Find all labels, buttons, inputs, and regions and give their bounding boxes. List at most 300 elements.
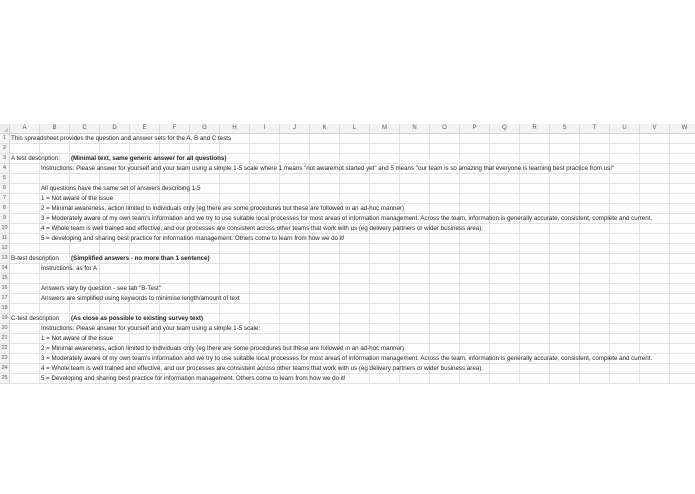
gridline xyxy=(549,134,550,143)
gridline xyxy=(459,284,460,293)
gridline xyxy=(609,174,610,183)
column-header-b[interactable]: B xyxy=(40,124,70,133)
gridline xyxy=(639,264,640,273)
row-header[interactable]: 4 xyxy=(0,164,10,173)
gridline xyxy=(489,144,490,153)
gridline xyxy=(549,274,550,283)
cell-b[interactable]: 2 = Minimal awareness, action limited to individuals only (eg there are some procedures but these are followed in an ad-hoc manner) xyxy=(41,205,405,212)
gridline xyxy=(39,294,40,303)
gridline xyxy=(459,194,460,203)
gridline xyxy=(489,334,490,343)
gridline xyxy=(489,134,490,143)
gridline xyxy=(459,144,460,153)
column-header-l[interactable]: L xyxy=(340,124,370,133)
gridline xyxy=(309,244,310,253)
gridline xyxy=(249,334,250,343)
column-header-n[interactable]: N xyxy=(400,124,430,133)
gridline xyxy=(669,364,670,373)
gridline xyxy=(249,284,250,293)
column-header-k[interactable]: K xyxy=(310,124,340,133)
gridline xyxy=(579,134,580,143)
gridline xyxy=(399,374,400,383)
table-row xyxy=(0,344,695,354)
row-header[interactable]: 5 xyxy=(0,174,10,183)
gridline xyxy=(249,194,250,203)
cell-a[interactable]: C-test description xyxy=(11,315,60,322)
gridline xyxy=(309,254,310,263)
gridline xyxy=(519,344,520,353)
gridline xyxy=(39,374,40,383)
gridline xyxy=(309,144,310,153)
gridline xyxy=(669,304,670,313)
gridline xyxy=(309,324,310,333)
cell-c-bold-note[interactable]: (Minimal text, same generic answer for all questions) xyxy=(71,155,227,162)
gridline xyxy=(69,174,70,183)
row-header[interactable]: 21 xyxy=(0,334,10,343)
gridline xyxy=(639,204,640,213)
table-row xyxy=(0,194,695,204)
gridline xyxy=(279,284,280,293)
gridline xyxy=(489,364,490,373)
gridline xyxy=(309,264,310,273)
table-row xyxy=(0,354,695,364)
gridline xyxy=(399,324,400,333)
gridline xyxy=(579,204,580,213)
column-header-r[interactable]: R xyxy=(520,124,550,133)
gridline xyxy=(369,154,370,163)
row-header[interactable]: 7 xyxy=(0,194,10,203)
gridline xyxy=(579,274,580,283)
table-row xyxy=(0,204,695,214)
gridline xyxy=(639,284,640,293)
gridline xyxy=(669,314,670,323)
gridline xyxy=(99,264,100,273)
gridline xyxy=(189,194,190,203)
gridline xyxy=(399,304,400,313)
gridline xyxy=(639,144,640,153)
cell-b[interactable]: Instructions: as for A xyxy=(41,265,98,272)
column-header-i[interactable]: I xyxy=(250,124,280,133)
cell-b[interactable]: 4 = Whole team is well trained and effective, and our processes are consistent across other teams that work with us (eg delivery partners or wider business area). xyxy=(41,365,483,372)
gridline xyxy=(339,154,340,163)
gridline xyxy=(579,174,580,183)
gridline xyxy=(519,254,520,263)
gridline xyxy=(219,184,220,193)
gridline xyxy=(369,274,370,283)
gridline xyxy=(489,234,490,243)
cell-b[interactable]: 5 = Developing and sharing best practice for information management. Others come to learn from how we do it! xyxy=(41,375,346,382)
table-row xyxy=(0,374,695,384)
gridline xyxy=(69,314,70,323)
gridline xyxy=(189,334,190,343)
gridline xyxy=(489,284,490,293)
gridline xyxy=(309,304,310,313)
gridline xyxy=(279,144,280,153)
gridline xyxy=(579,194,580,203)
column-header-o[interactable]: O xyxy=(430,124,460,133)
column-header-e[interactable]: E xyxy=(130,124,160,133)
gridline xyxy=(549,374,550,383)
gridline xyxy=(399,174,400,183)
gridline xyxy=(279,154,280,163)
gridline xyxy=(39,194,40,203)
gridline xyxy=(369,234,370,243)
table-row xyxy=(0,134,695,144)
gridline xyxy=(429,314,430,323)
cell-c-bold-note[interactable]: (As close as possible to existing survey text) xyxy=(71,315,204,322)
gridline xyxy=(579,244,580,253)
gridline xyxy=(579,304,580,313)
gridline xyxy=(609,264,610,273)
gridline xyxy=(39,204,40,213)
cell-c-bold-note[interactable]: (Simplified answers - no more than 1 sentence) xyxy=(71,255,210,262)
gridline xyxy=(519,364,520,373)
gridline xyxy=(339,184,340,193)
gridline xyxy=(189,244,190,253)
row-header[interactable]: 20 xyxy=(0,324,10,333)
row-header[interactable]: 15 xyxy=(0,274,10,283)
gridline xyxy=(459,274,460,283)
gridline xyxy=(279,304,280,313)
gridline xyxy=(519,314,520,323)
gridline xyxy=(459,174,460,183)
gridline xyxy=(399,134,400,143)
gridline xyxy=(519,264,520,273)
gridline xyxy=(399,194,400,203)
gridline xyxy=(549,264,550,273)
gridline xyxy=(249,134,250,143)
gridline xyxy=(579,184,580,193)
row-header[interactable]: 25 xyxy=(0,374,10,383)
cell-b[interactable]: Instructions: Please answer for yourself and your team using a simple 1-5 scale where 1 means "not aware/not started yet" and 5 means "our team is so amazing that everyone is learning best practice from us!" xyxy=(41,165,615,172)
gridline xyxy=(459,154,460,163)
gridline xyxy=(489,344,490,353)
gridline xyxy=(189,174,190,183)
gridline xyxy=(429,194,430,203)
gridline xyxy=(159,174,160,183)
gridline xyxy=(609,364,610,373)
table-row xyxy=(0,294,695,304)
cell-b[interactable]: 1 = Not aware of the issue xyxy=(41,195,114,202)
column-header-g[interactable]: G xyxy=(190,124,220,133)
gridline xyxy=(39,144,40,153)
spreadsheet-grid[interactable] xyxy=(0,124,695,384)
row-header[interactable]: 16 xyxy=(0,284,10,293)
row-header[interactable]: 9 xyxy=(0,214,10,223)
gridline xyxy=(579,364,580,373)
gridline xyxy=(39,174,40,183)
gridline xyxy=(219,284,220,293)
gridline xyxy=(579,284,580,293)
column-header-a[interactable]: A xyxy=(10,124,40,133)
gridline xyxy=(549,144,550,153)
gridline xyxy=(339,244,340,253)
gridline xyxy=(489,174,490,183)
gridline xyxy=(549,184,550,193)
table-row xyxy=(0,324,695,334)
row-header[interactable]: 14 xyxy=(0,264,10,273)
column-header-q[interactable]: Q xyxy=(490,124,520,133)
gridline xyxy=(549,244,550,253)
cell-b[interactable]: 1 = Not aware of the issue xyxy=(41,335,114,342)
gridline xyxy=(99,144,100,153)
gridline xyxy=(339,314,340,323)
table-row xyxy=(0,184,695,194)
gridline xyxy=(39,334,40,343)
gridline xyxy=(489,244,490,253)
column-header-u[interactable]: U xyxy=(610,124,640,133)
gridline xyxy=(369,264,370,273)
gridline xyxy=(399,294,400,303)
gridline xyxy=(249,144,250,153)
gridline xyxy=(549,224,550,233)
cell-a[interactable]: B-test description xyxy=(11,255,59,262)
gridline xyxy=(399,234,400,243)
gridline xyxy=(39,364,40,373)
gridline xyxy=(489,314,490,323)
row-header[interactable]: 3 xyxy=(0,154,10,163)
gridline xyxy=(309,274,310,283)
gridline xyxy=(39,324,40,333)
gridline xyxy=(669,274,670,283)
gridline xyxy=(519,284,520,293)
cell-b[interactable]: Answers are simplified using keywords to minimise length/amount of text xyxy=(41,295,240,302)
row-header[interactable]: 10 xyxy=(0,224,10,233)
gridline xyxy=(39,344,40,353)
gridline xyxy=(369,184,370,193)
gridline xyxy=(369,294,370,303)
gridline xyxy=(369,244,370,253)
gridline xyxy=(159,334,160,343)
gridline xyxy=(129,264,130,273)
gridline xyxy=(279,324,280,333)
gridline xyxy=(399,184,400,193)
gridline xyxy=(249,314,250,323)
column-header-f[interactable]: F xyxy=(160,124,190,133)
gridline xyxy=(519,174,520,183)
gridline xyxy=(369,324,370,333)
gridline xyxy=(519,204,520,213)
gridline xyxy=(279,334,280,343)
gridline xyxy=(279,174,280,183)
gridline xyxy=(489,304,490,313)
row-header[interactable]: 2 xyxy=(0,144,10,153)
gridline xyxy=(579,324,580,333)
gridline xyxy=(609,304,610,313)
column-header-p[interactable]: P xyxy=(460,124,490,133)
gridline xyxy=(489,374,490,383)
gridline xyxy=(39,164,40,173)
cell-b[interactable]: All questions have the same set of answers describing 1-5 xyxy=(41,185,201,192)
gridline xyxy=(99,274,100,283)
gridline xyxy=(609,194,610,203)
gridline xyxy=(519,184,520,193)
gridline xyxy=(429,274,430,283)
row-header[interactable]: 8 xyxy=(0,204,10,213)
gridline xyxy=(549,364,550,373)
cell-b[interactable]: 3 = Moderately aware of my own team's information and we try to use suitable local processes for most areas of information management. Across the team, information is generally accurate, consistent, complete and current. xyxy=(41,355,653,362)
gridline xyxy=(459,344,460,353)
table-row xyxy=(0,154,695,164)
gridline xyxy=(489,154,490,163)
row-header[interactable]: 1 xyxy=(0,134,10,143)
gridline xyxy=(489,294,490,303)
gridline xyxy=(489,324,490,333)
gridline xyxy=(669,334,670,343)
gridline xyxy=(549,324,550,333)
gridline xyxy=(309,284,310,293)
table-row xyxy=(0,224,695,234)
gridline xyxy=(609,284,610,293)
gridline xyxy=(219,274,220,283)
gridline xyxy=(129,174,130,183)
gridline xyxy=(399,274,400,283)
column-header-h[interactable]: H xyxy=(220,124,250,133)
gridline xyxy=(399,244,400,253)
gridline xyxy=(519,144,520,153)
gridline xyxy=(309,294,310,303)
table-row xyxy=(0,234,695,244)
gridline xyxy=(609,204,610,213)
column-header-w[interactable]: W xyxy=(670,124,695,133)
row-header[interactable]: 19 xyxy=(0,314,10,323)
cell-b[interactable]: Instructions: Please answer for yourself and your team using a simple 1-5 scale: xyxy=(41,325,261,332)
gridline xyxy=(339,334,340,343)
row-header[interactable]: 6 xyxy=(0,184,10,193)
table-row xyxy=(0,264,695,274)
gridline xyxy=(519,234,520,243)
gridline xyxy=(399,144,400,153)
cell-b[interactable]: 3 = Moderately aware of my own team's information and we try to use suitable local processes for most areas of information management. Across the team, information is generally accurate, consistent, complete and current. xyxy=(41,215,653,222)
gridline xyxy=(309,334,310,343)
row-header[interactable]: 18 xyxy=(0,304,10,313)
gridline xyxy=(279,314,280,323)
gridline xyxy=(669,134,670,143)
gridline xyxy=(399,284,400,293)
row-header[interactable]: 13 xyxy=(0,254,10,263)
gridline xyxy=(129,194,130,203)
gridline xyxy=(609,134,610,143)
gridline xyxy=(459,244,460,253)
gridline xyxy=(669,244,670,253)
cell-b[interactable]: 5 = developing and sharing best practice for information management. Others come to learn from how we do it! xyxy=(41,235,345,242)
gridline xyxy=(549,314,550,323)
row-header[interactable]: 12 xyxy=(0,244,10,253)
gridline xyxy=(669,164,670,173)
column-header-s[interactable]: S xyxy=(550,124,580,133)
gridline xyxy=(519,134,520,143)
column-header-t[interactable]: T xyxy=(580,124,610,133)
gridline xyxy=(39,214,40,223)
gridline xyxy=(669,144,670,153)
row-header[interactable]: 23 xyxy=(0,354,10,363)
gridline xyxy=(279,134,280,143)
gridline xyxy=(669,294,670,303)
gridline xyxy=(639,344,640,353)
column-header-v[interactable]: V xyxy=(640,124,670,133)
gridline xyxy=(459,204,460,213)
row-header[interactable]: 24 xyxy=(0,364,10,373)
gridline xyxy=(609,154,610,163)
gridline xyxy=(639,324,640,333)
gridline xyxy=(669,324,670,333)
column-header-j[interactable]: J xyxy=(280,124,310,133)
row-header[interactable]: 17 xyxy=(0,294,10,303)
cell-a[interactable]: A test description: xyxy=(11,155,60,162)
gridline xyxy=(399,314,400,323)
gridline xyxy=(639,244,640,253)
cell-b[interactable]: 2 = Minimal awareness, action limited to individuals only (eg there are some procedures but these are followed in an ad-hoc manner) xyxy=(41,345,405,352)
gridline xyxy=(129,334,130,343)
gridline xyxy=(369,374,370,383)
gridline xyxy=(639,374,640,383)
gridline xyxy=(279,264,280,273)
gridline xyxy=(669,254,670,263)
gridline xyxy=(279,184,280,193)
gridline xyxy=(39,274,40,283)
cell-b[interactable]: 4 = Whole team is well trained and effective, and our processes are consistent across other teams that work with us (eg delivery partners or wider business area). xyxy=(41,225,483,232)
gridline xyxy=(489,274,490,283)
gridline xyxy=(429,284,430,293)
gridline xyxy=(579,254,580,263)
cell-b[interactable]: Answers vary by question - see tab "B-Test" xyxy=(41,285,161,292)
gridline xyxy=(249,274,250,283)
select-all-corner[interactable] xyxy=(0,124,10,133)
gridline xyxy=(429,264,430,273)
gridline xyxy=(459,374,460,383)
gridline xyxy=(459,334,460,343)
table-row xyxy=(0,364,695,374)
gridline xyxy=(669,184,670,193)
gridline xyxy=(519,304,520,313)
table-row xyxy=(0,164,695,174)
gridline xyxy=(579,224,580,233)
table-row xyxy=(0,284,695,294)
gridline xyxy=(549,254,550,263)
column-header-d[interactable]: D xyxy=(100,124,130,133)
gridline xyxy=(399,254,400,263)
gridline xyxy=(339,174,340,183)
gridline xyxy=(39,354,40,363)
gridline xyxy=(219,194,220,203)
gridline xyxy=(39,184,40,193)
cell-a[interactable]: This spreadsheet provides the question and answer sets for the A, B and C tests xyxy=(11,135,232,142)
column-header-m[interactable]: M xyxy=(370,124,400,133)
gridline xyxy=(249,184,250,193)
gridline xyxy=(39,234,40,243)
row-header[interactable]: 22 xyxy=(0,344,10,353)
gridline xyxy=(189,304,190,313)
gridline xyxy=(369,254,370,263)
gridline xyxy=(219,144,220,153)
gridline xyxy=(459,324,460,333)
gridline xyxy=(609,224,610,233)
gridline xyxy=(609,374,610,383)
gridline xyxy=(669,194,670,203)
gridline xyxy=(99,244,100,253)
gridline xyxy=(489,194,490,203)
row-header[interactable]: 11 xyxy=(0,234,10,243)
gridline xyxy=(639,184,640,193)
gridline xyxy=(669,354,670,363)
gridline xyxy=(39,244,40,253)
gridline xyxy=(39,224,40,233)
gridline xyxy=(669,224,670,233)
gridline xyxy=(69,254,70,263)
gridline xyxy=(639,254,640,263)
column-header-c[interactable]: C xyxy=(70,124,100,133)
gridline xyxy=(519,224,520,233)
